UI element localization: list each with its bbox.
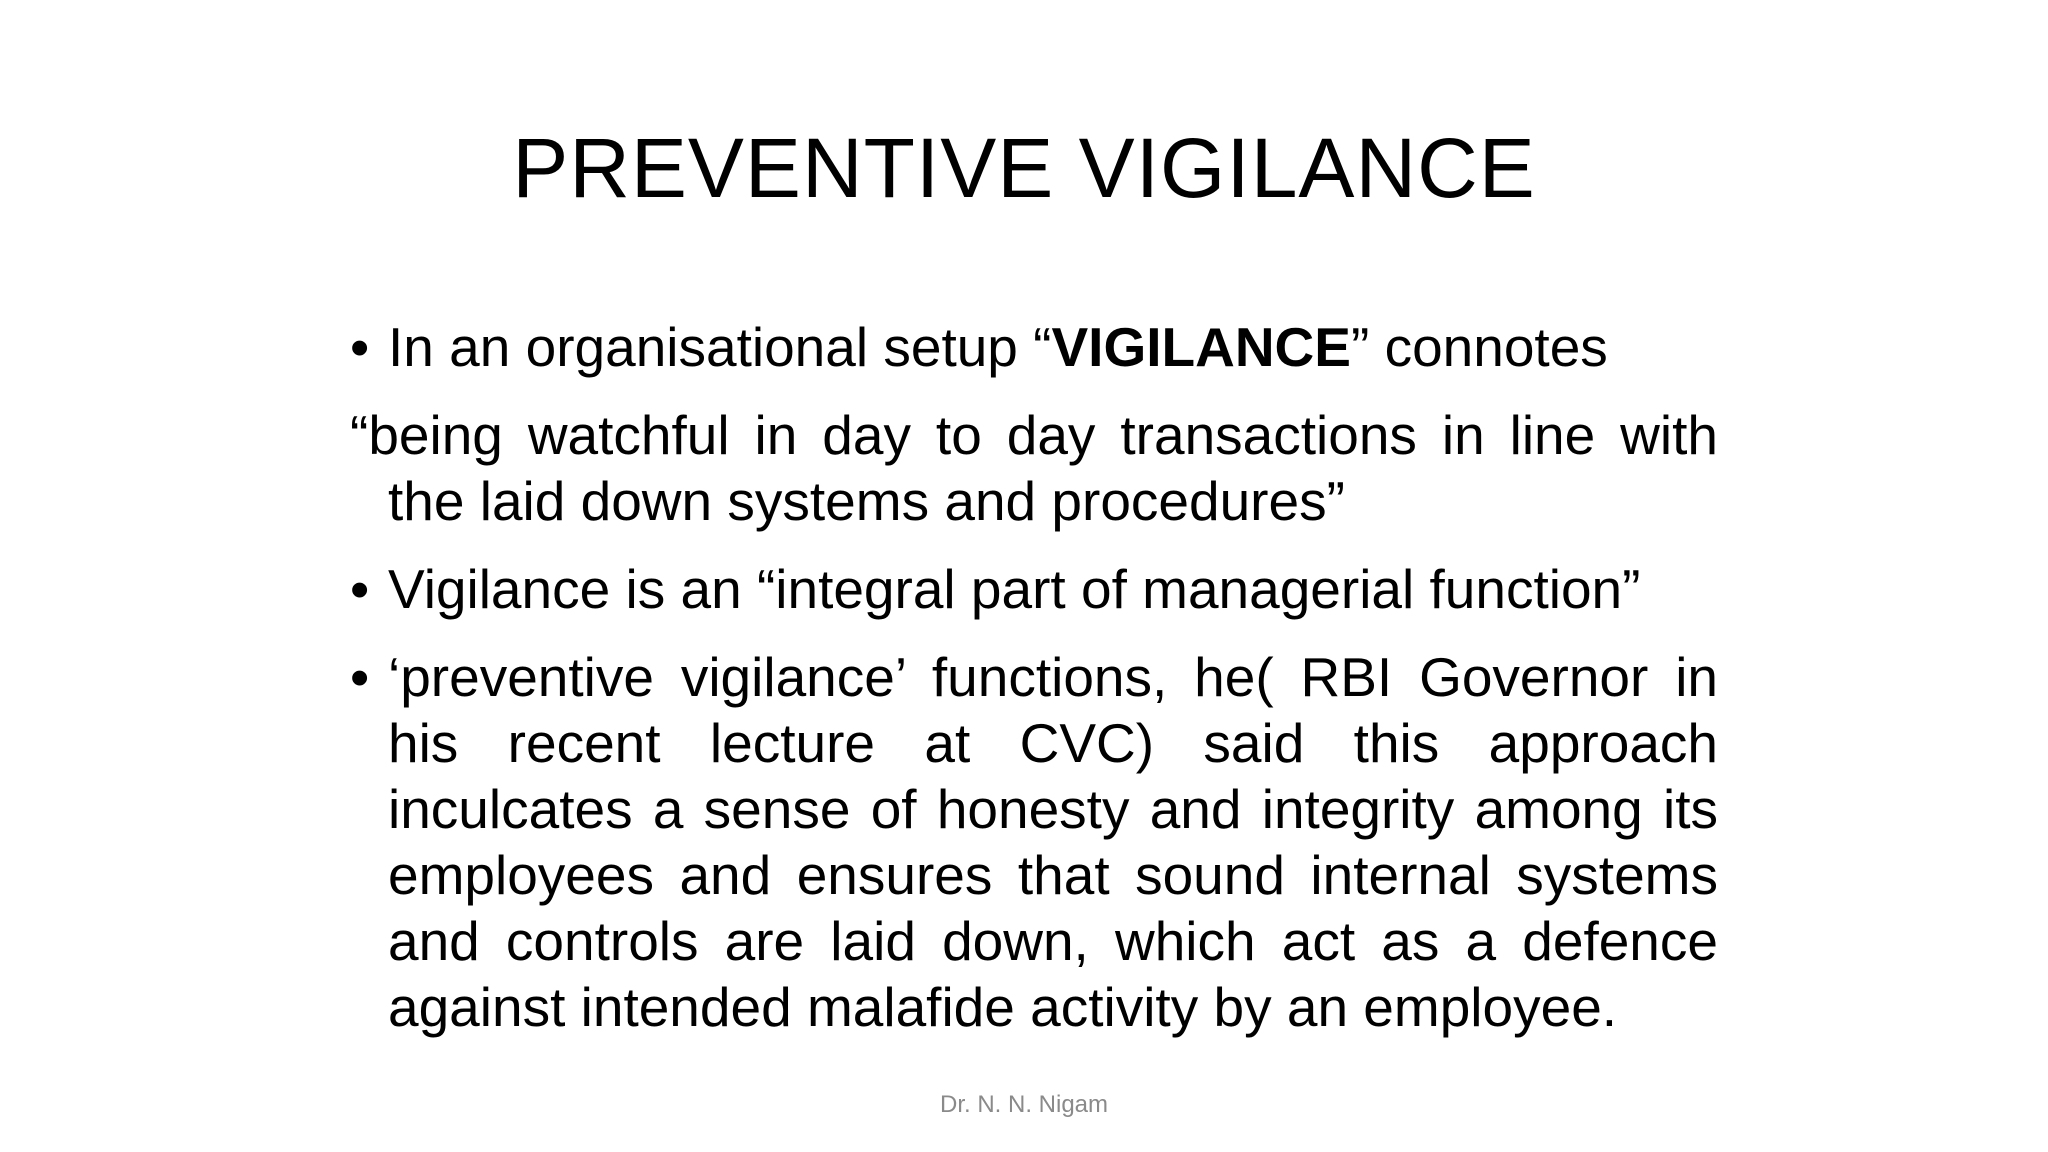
slide-title: PREVENTIVE VIGILANCE <box>512 121 1536 215</box>
quote-paragraph-being-watchful <box>350 402 1718 534</box>
quote-text: “being watchful in day to day transactions in line with the laid down systems and procedures” <box>350 404 1718 532</box>
bullet-icon: • <box>350 316 370 378</box>
bullet-text-before: In an organisational setup “ <box>388 316 1052 378</box>
slide-body <box>350 314 1718 1062</box>
bullet-text-after: ” connotes <box>1350 316 1608 378</box>
bullet-item-preventive-vigilance <box>350 644 1718 1040</box>
bullet-text: ‘preventive vigilance’ functions, he( RBI Governor in his recent lecture at CVC) said this approach inculcates a sense of honesty and integrity among its employees and ensures that sound internal systems and controls are laid down, which act as a defence against intended malafide activity by an employee. <box>388 646 1718 1038</box>
bullet-item-vigilance-connotes <box>350 314 1718 380</box>
bullet-item-integral-part <box>350 556 1718 622</box>
bullet-icon: • <box>350 558 370 620</box>
bullet-icon: • <box>350 646 370 708</box>
bullet-text-bold-vigilance: VIGILANCE <box>1051 316 1351 378</box>
bullet-text: Vigilance is an “integral part of managerial function” <box>388 558 1641 620</box>
footer-author: Dr. N. N. Nigam <box>939 1091 1109 1118</box>
